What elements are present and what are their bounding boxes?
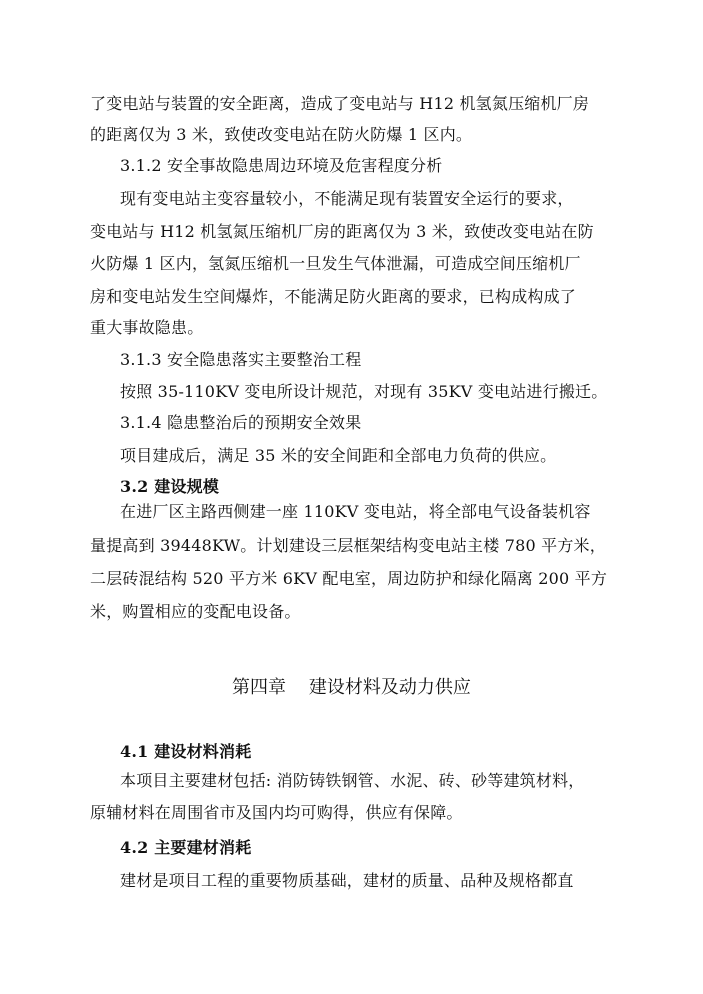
body-line: 房和变电站发生空间爆炸，不能满足防火距离的要求，已构成构成了 [90, 287, 577, 306]
section-heading-4-2: 4.2 主要建材消耗 [120, 838, 252, 857]
chapter-title: 第四章 建设材料及动力供应 [232, 677, 471, 698]
section-heading-3-2: 3.2 建设规模 [120, 477, 220, 496]
section-heading-3-1-2: 3.1.2 安全事故隐患周边环境及危害程度分析 [120, 156, 443, 175]
body-line: 建材是项目工程的重要物质基础，建材的质量、品种及规格都直 [120, 871, 574, 890]
body-line: 二层砖混结构 520 平方米 6KV 配电室，周边防护和绿化隔离 200 平方 [90, 569, 608, 588]
body-line: 变电站与 H12 机氢氮压缩机厂房的距离仅为 3 米，致使改变电站在防 [90, 222, 594, 241]
body-line: 项目建成后，满足 35 米的安全间距和全部电力负荷的供应。 [120, 446, 557, 465]
body-line: 量提高到 39448KW。计划建设三层框架结构变电站主楼 780 平方米， [90, 536, 606, 555]
body-line: 了变电站与装置的安全距离，造成了变电站与 H12 机氢氮压缩机厂房 [90, 94, 590, 113]
body-line: 在进厂区主路西侧建一座 110KV 变电站，将全部电气设备装机容 [120, 502, 591, 521]
body-line: 重大事故隐患。 [90, 318, 204, 337]
body-line: 本项目主要建材包括: 消防铸铁钢管、水泥、砖、砂等建筑材料， [120, 771, 585, 790]
body-line: 按照 35-110KV 变电所设计规范，对现有 35KV 变电站进行搬迁。 [120, 382, 608, 401]
body-line: 火防爆 1 区内，氢氮压缩机一旦发生气体泄漏，可造成空间压缩机厂 [90, 254, 581, 273]
section-heading-3-1-3: 3.1.3 安全隐患落实主要整治工程 [120, 350, 362, 369]
body-line: 的距离仅为 3 米，致使改变电站在防火防爆 1 区内。 [90, 125, 473, 144]
section-heading-3-1-4: 3.1.4 隐患整治后的预期安全效果 [120, 413, 362, 432]
section-heading-4-1: 4.1 建设材料消耗 [120, 742, 252, 761]
body-line: 原辅材料在周围省市及国内均可购得，供应有保障。 [90, 803, 463, 822]
body-line: 现有变电站主变容量较小，不能满足现有装置安全运行的要求， [120, 189, 574, 208]
body-line: 米，购置相应的变配电设备。 [90, 602, 301, 621]
